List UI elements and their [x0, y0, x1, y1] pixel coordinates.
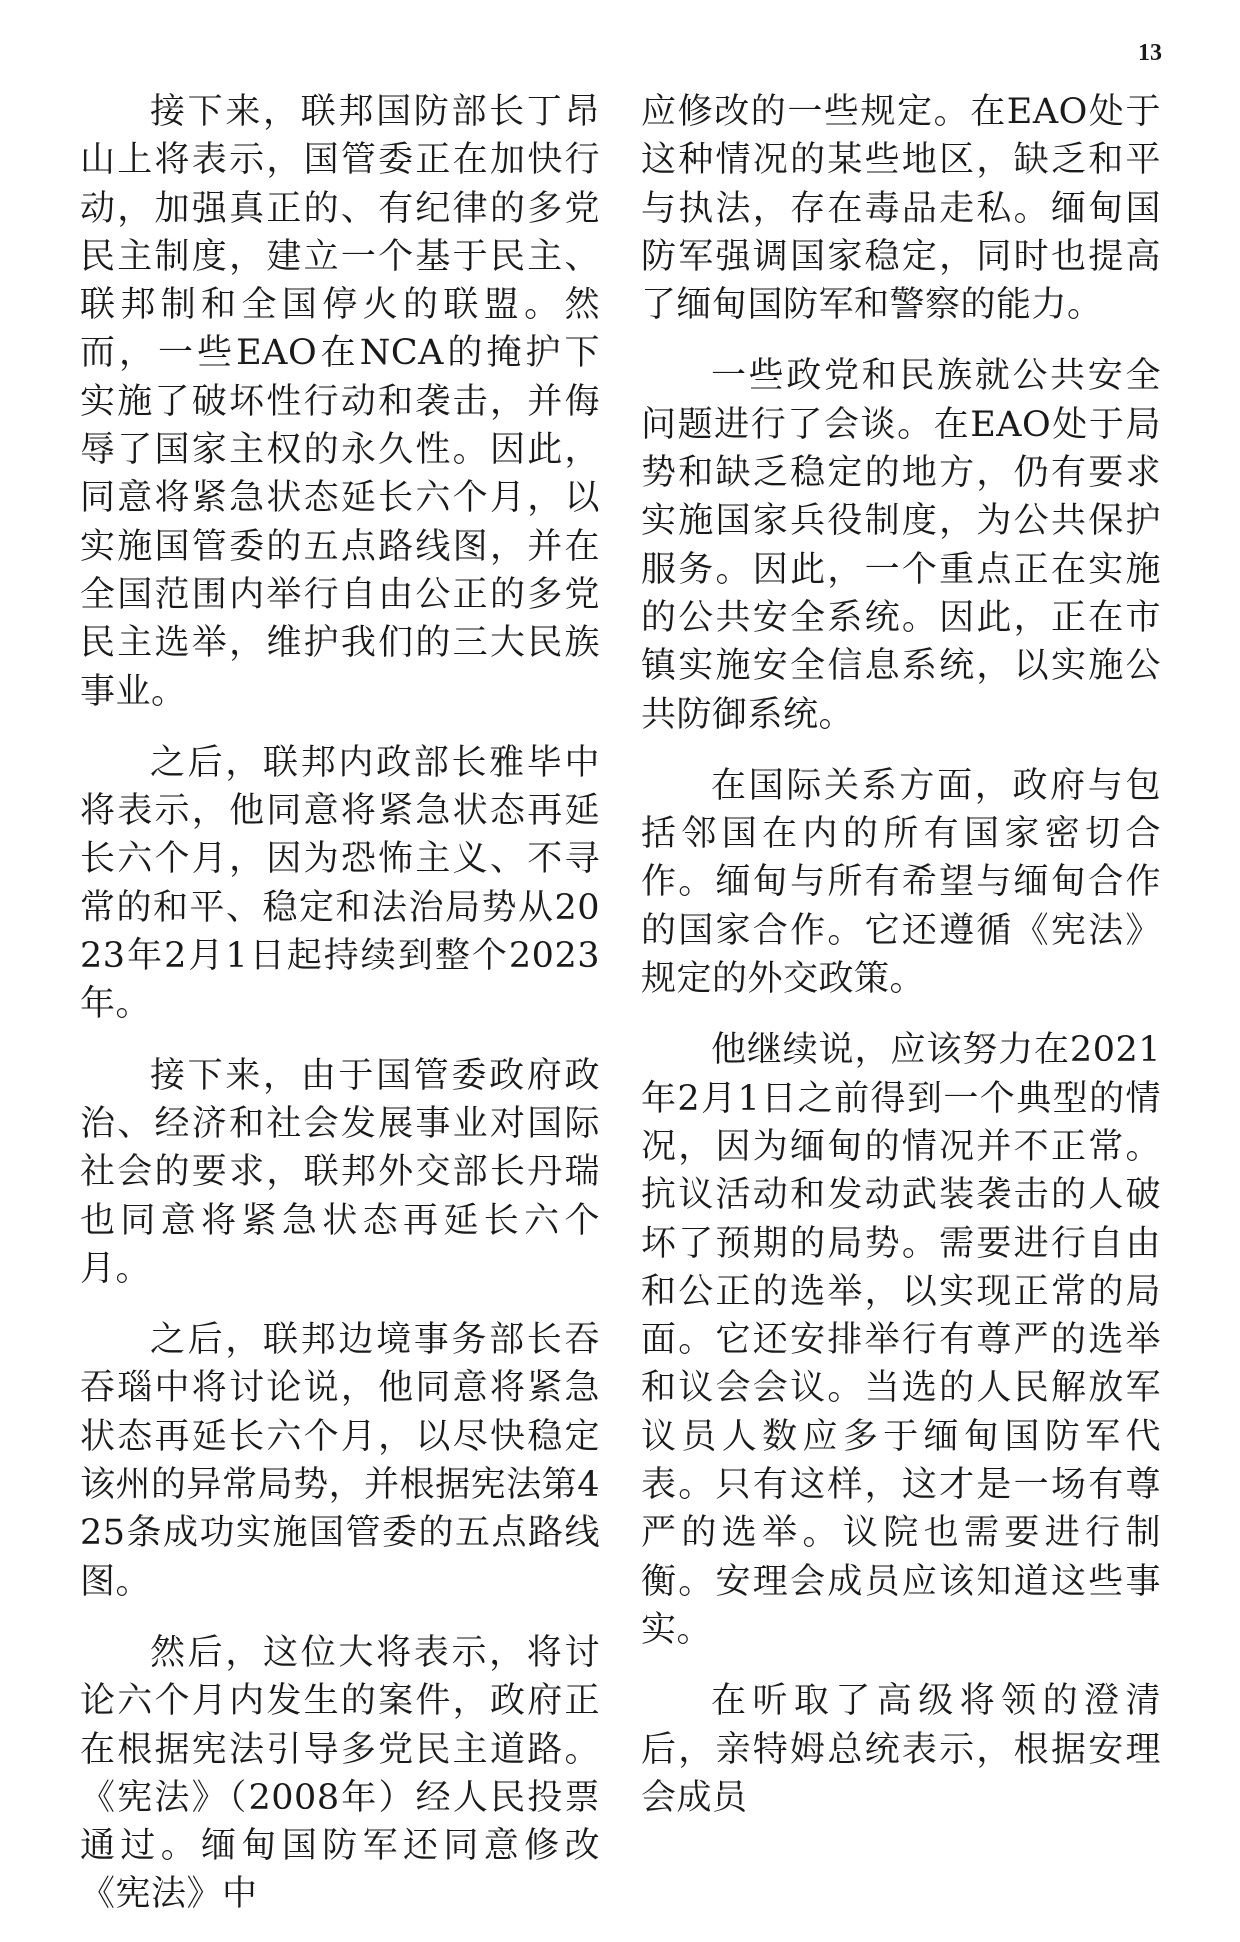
paragraph: 之后，联邦边境事务部长吞吞瑙中将讨论说，他同意将紧急状态再延长六个月，以尽快稳定该州的异常局势，并根据宪法第425条成功实施国管委的五点路线图。	[80, 1320, 600, 1602]
paragraph: 在听取了高级将领的澄清后，亲特姆总统表示，根据安理会成员	[641, 1681, 1161, 1818]
left-text-column	[80, 88, 600, 1942]
paragraph: 然后，这位大将表示，将讨论六个月内发生的案件，政府正在根据宪法引导多党民主道路。《宪法》（2008年）经人民投票通过。缅甸国防军还同意修改《宪法》中	[80, 1632, 600, 1915]
paragraph: 接下来，由于国管委政府政治、经济和社会发展事业对国际社会的要求，联邦外交部长丹瑞也同意将紧急状态再延长六个月。	[80, 1055, 600, 1289]
paragraph-continued: 应修改的一些规定。在EAO处于这种情况的某些地区，缺乏和平与执法，存在毒品走私。缅甸国防军强调国家稳定，同时也提高了缅甸国防军和警察的能力。	[641, 92, 1161, 326]
paragraph: 之后，联邦内政部长雅毕中将表示，他同意将紧急状态再延长六个月，因为恐怖主义、不寻常的和平、稳定和法治局势从2023年2月1日起持续到整个2023年。	[80, 742, 600, 1025]
page-number: 13	[1138, 40, 1162, 66]
paragraph: 在国际关系方面，政府与包括邻国在内的所有国家密切合作。缅甸与所有希望与缅甸合作的国家合作。它还遵循《宪法》规定的外交政策。	[641, 765, 1161, 1000]
right-text-column	[641, 88, 1161, 1845]
paragraph: 一些政党和民族就公共安全问题进行了会谈。在EAO处于局势和缺乏稳定的地方，仍有要求实施国家兵役制度，为公共保护服务。因此，一个重点正在实施的公共安全系统。因此，正在市镇实施安全信息系统，以实施公共防御系统。	[641, 356, 1161, 735]
paragraph: 他继续说，应该努力在2021年2月1日之前得到一个典型的情况，因为缅甸的情况并不正常。抗议活动和发动武装袭击的人破坏了预期的局势。需要进行自由和公正的选举，以实现正常的局面。它还安排举行有尊严的选举和议会会议。当选的人民解放军议员人数应多于缅甸国防军代表。只有这样，这才是一场有尊严的选举。议院也需要进行制衡。安理会成员应该知道这些事实。	[641, 1030, 1161, 1650]
paragraph: 接下来，联邦国防部长丁昂山上将表示，国管委正在加快行动，加强真正的、有纪律的多党民主制度，建立一个基于民主、联邦制和全国停火的联盟。然而，一些EAO在NCA的掩护下实施了破坏性行动和袭击，并侮辱了国家主权的永久性。因此，同意将紧急状态延长六个月，以实施国管委的五点路线图，并在全国范围内举行自由公正的多党民主选举，维护我们的三大民族事业。	[80, 92, 600, 712]
